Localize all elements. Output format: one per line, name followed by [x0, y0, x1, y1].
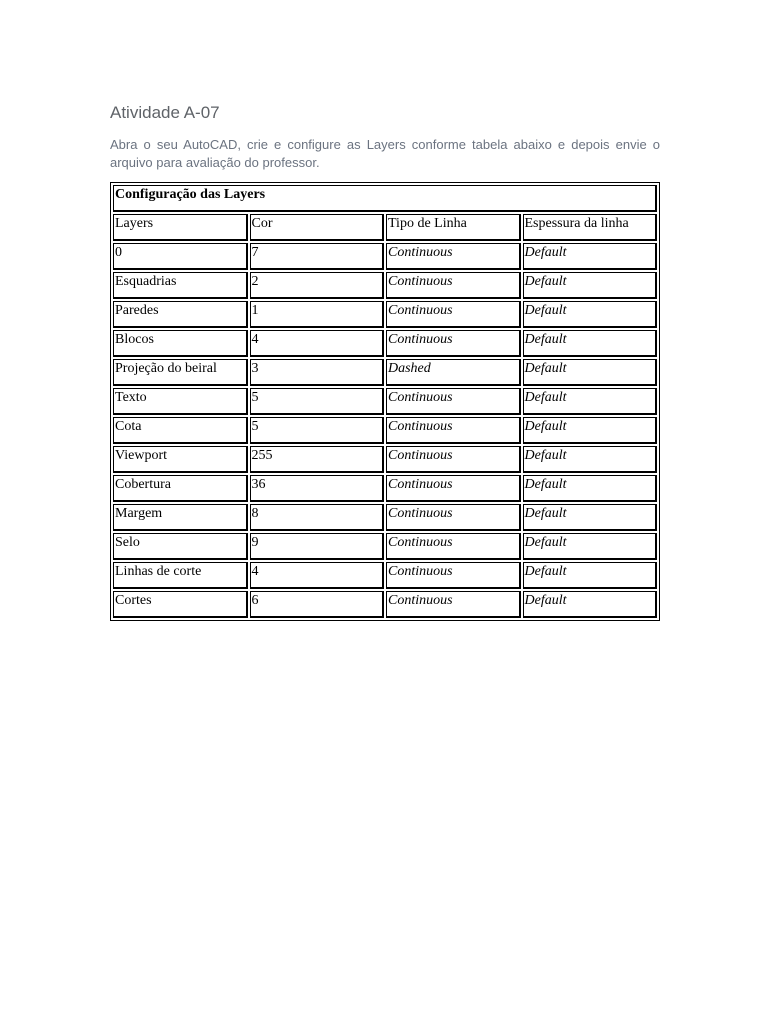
page-title: Atividade A-07 [110, 103, 220, 122]
table-row [113, 359, 657, 386]
cell-color: 8 [250, 504, 385, 531]
cell-line-weight: Default [523, 591, 658, 618]
cell-line-weight: Default [523, 504, 658, 531]
cell-line-weight: Default [523, 417, 658, 444]
cell-layer-name: Projeção do beiral [113, 359, 248, 386]
cell-layer-name: Cortes [113, 591, 248, 618]
cell-layer-name: 0 [113, 243, 248, 270]
header-cor: Cor [250, 214, 385, 241]
cell-color: 2 [250, 272, 385, 299]
table-row [113, 301, 657, 328]
cell-layer-name: Texto [113, 388, 248, 415]
header-tipo-de-linha: Tipo de Linha [386, 214, 521, 241]
cell-layer-name: Paredes [113, 301, 248, 328]
cell-line-weight: Default [523, 446, 658, 473]
cell-color: 3 [250, 359, 385, 386]
table-row [113, 475, 657, 502]
table-row [113, 243, 657, 270]
table-row [113, 446, 657, 473]
table-row [113, 417, 657, 444]
cell-layer-name: Esquadrias [113, 272, 248, 299]
header-layers: Layers [113, 214, 248, 241]
document-page [110, 102, 660, 621]
layers-table [110, 182, 660, 621]
cell-line-type: Continuous [386, 533, 521, 560]
cell-color: 5 [250, 388, 385, 415]
cell-layer-name: Cota [113, 417, 248, 444]
table-caption: Configuração das Layers [113, 185, 657, 212]
cell-line-weight: Default [523, 359, 658, 386]
cell-line-type: Continuous [386, 504, 521, 531]
cell-color: 6 [250, 591, 385, 618]
cell-layer-name: Margem [113, 504, 248, 531]
cell-layer-name: Viewport [113, 446, 248, 473]
cell-color: 1 [250, 301, 385, 328]
cell-line-weight: Default [523, 388, 658, 415]
cell-layer-name: Selo [113, 533, 248, 560]
cell-line-type: Continuous [386, 417, 521, 444]
cell-line-type: Continuous [386, 591, 521, 618]
cell-color: 36 [250, 475, 385, 502]
cell-line-weight: Default [523, 475, 658, 502]
cell-color: 9 [250, 533, 385, 560]
table-header-row [113, 214, 657, 241]
cell-line-type: Continuous [386, 301, 521, 328]
cell-line-weight: Default [523, 243, 658, 270]
cell-line-weight: Default [523, 562, 658, 589]
cell-line-type: Continuous [386, 446, 521, 473]
cell-line-type: Continuous [386, 475, 521, 502]
cell-layer-name: Blocos [113, 330, 248, 357]
table-row [113, 272, 657, 299]
cell-line-type: Continuous [386, 243, 521, 270]
intro-paragraph: Abra o seu AutoCAD, crie e configure as Layers conforme tabela abaixo e depois envie o arquivo para avaliação do professor. [110, 137, 660, 170]
cell-color: 4 [250, 562, 385, 589]
cell-color: 7 [250, 243, 385, 270]
table-row [113, 388, 657, 415]
cell-color: 5 [250, 417, 385, 444]
cell-line-type: Continuous [386, 272, 521, 299]
cell-line-type: Continuous [386, 388, 521, 415]
cell-line-weight: Default [523, 272, 658, 299]
table-row [113, 591, 657, 618]
table-row [113, 562, 657, 589]
cell-line-type: Continuous [386, 330, 521, 357]
cell-line-weight: Default [523, 301, 658, 328]
layers-table-body [113, 185, 657, 618]
cell-line-type: Dashed [386, 359, 521, 386]
cell-line-weight: Default [523, 533, 658, 560]
table-row [113, 504, 657, 531]
table-caption-row [113, 185, 657, 212]
cell-layer-name: Cobertura [113, 475, 248, 502]
cell-color: 4 [250, 330, 385, 357]
cell-layer-name: Linhas de corte [113, 562, 248, 589]
cell-line-weight: Default [523, 330, 658, 357]
table-row [113, 330, 657, 357]
header-espessura: Espessura da linha [523, 214, 658, 241]
cell-color: 255 [250, 446, 385, 473]
table-row [113, 533, 657, 560]
cell-line-type: Continuous [386, 562, 521, 589]
